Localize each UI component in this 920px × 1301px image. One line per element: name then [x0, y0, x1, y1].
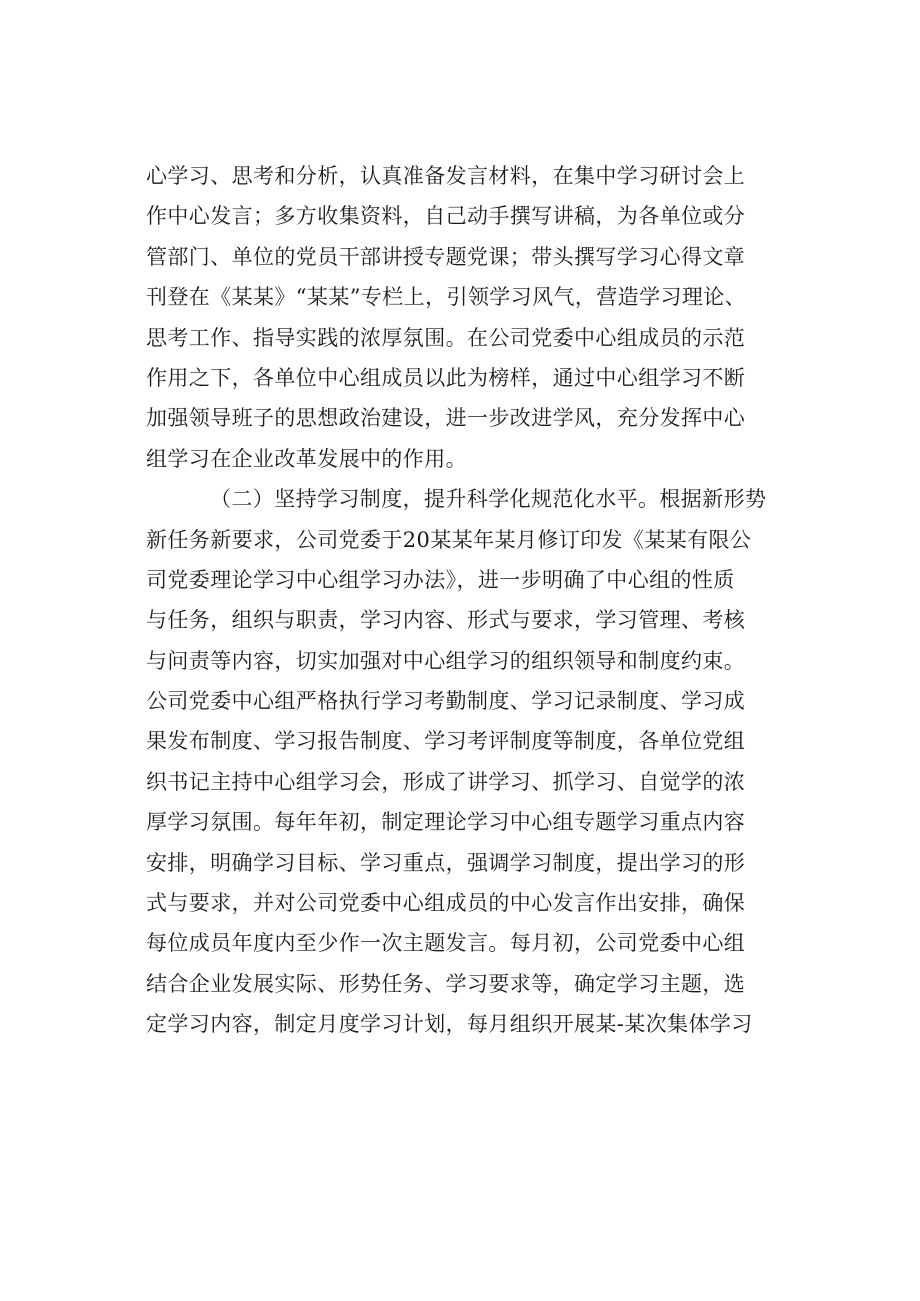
- text-line: 刊登在《某某》“某某”专栏上，引领学习风气，营造学习理论、: [146, 285, 747, 310]
- text-line: 司党委理论学习中心组学习办法》，进一步明确了中心组的性质: [146, 567, 735, 592]
- text-line: 式与要求，并对公司党委中心组成员的中心发言作出安排，确保: [146, 891, 746, 916]
- text-line: 与问责等内容，切实加强对中心组学习的组织领导和制度约束。: [146, 648, 746, 673]
- section-heading-line: （二）坚持学习制度，提升科学化规范化水平。根据新形势: [210, 487, 767, 512]
- text-line: 作用之下，各单位中心组成员以此为榜样，通过中心组学习不断: [146, 365, 746, 390]
- text-line: 每位成员年度内至少作一次主题发言。每月初，公司党委中心组: [146, 931, 746, 956]
- paragraph-2: [146, 479, 826, 1044]
- text-line: 结合企业发展实际、形势任务、学习要求等，确定学习主题，选: [146, 971, 746, 996]
- text-line: 公司党委中心组严格执行学习考勤制度、学习记录制度、学习成: [146, 689, 746, 714]
- text-line: 织书记主持中心组学习会，形成了讲学习、抓学习、自觉学的浓: [146, 769, 746, 794]
- paragraph-1: [146, 156, 826, 479]
- text-line: 定学习内容，制定月度学习计划，每月组织开展某-某次集体学习: [146, 1012, 753, 1037]
- text-line: 思考工作、指导实践的浓厚氛围。在公司党委中心组成员的示范: [146, 325, 746, 350]
- text-line: 组学习在企业改革发展中的作用。: [146, 446, 467, 471]
- text-line: 与任务，组织与职责，学习内容、形式与要求，学习管理、考核: [146, 608, 746, 633]
- text-line: 果发布制度、学习报告制度、学习考评制度等制度，各单位党组: [146, 729, 746, 754]
- text-line: 安排，明确学习目标、学习重点，强调学习制度，提出学习的形: [146, 850, 746, 875]
- text-line: 厚学习氛围。每年年初，制定理论学习中心组专题学习重点内容: [146, 810, 746, 835]
- text-line: 加强领导班子的思想政治建设，进一步改进学风，充分发挥中心: [146, 406, 746, 431]
- document-body: [146, 156, 826, 1045]
- text-line: 心学习、思考和分析，认真准备发言材料，在集中学习研讨会上: [146, 164, 746, 188]
- text-line: 作中心发言；多方收集资料，自己动手撰写讲稿，为各单位或分: [146, 204, 746, 229]
- text-line: 新任务新要求，公司党委于20某某年某月修订印发《某某有限公: [146, 527, 752, 552]
- text-line: 管部门、单位的党员干部讲授专题党课；带头撰写学习心得文章: [146, 244, 746, 269]
